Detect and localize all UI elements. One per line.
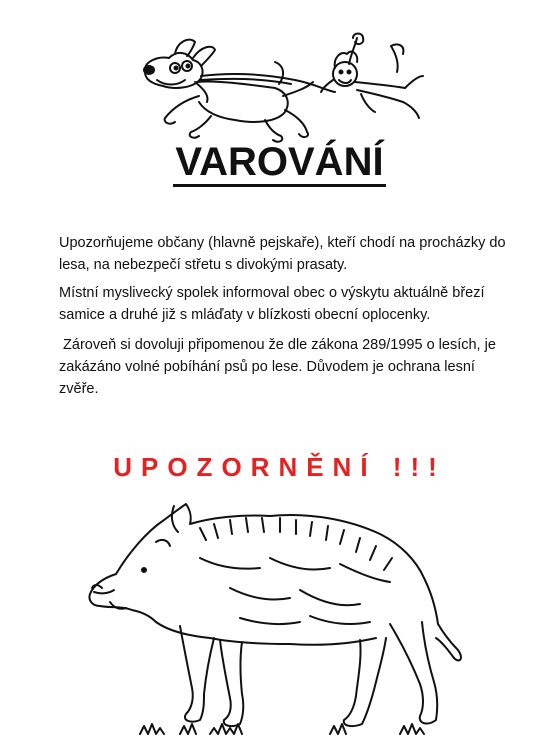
wild-boar-illustration xyxy=(80,498,480,738)
paragraph-hunting-club-info: Místní myslivecký spolek informoval obec o výskytu aktuálně březí samice a druhé již s mláďaty v blízkosti obecní oplocenky. xyxy=(59,285,485,323)
paragraph-warning-dog-walkers: Upozorňujeme občany (hlavně pejskaře), kteří chodí na procházky do lesa, na nebezpečí střetu s divokými prasaty. xyxy=(59,235,506,273)
title-text: VAROVÁNÍ xyxy=(173,140,385,187)
paragraph-forest-law: Zároveň si dovoluji připomenou že dle zákona 289/1995 o lesích, je zakázáno volné pobíhání psů po lese. Důvodem je ochrana lesní zvěře. xyxy=(59,337,500,397)
page-title xyxy=(0,140,559,187)
dog-walking-illustration xyxy=(135,32,425,144)
warning-heading: UPOZORNĚNÍ !!! xyxy=(113,452,446,482)
